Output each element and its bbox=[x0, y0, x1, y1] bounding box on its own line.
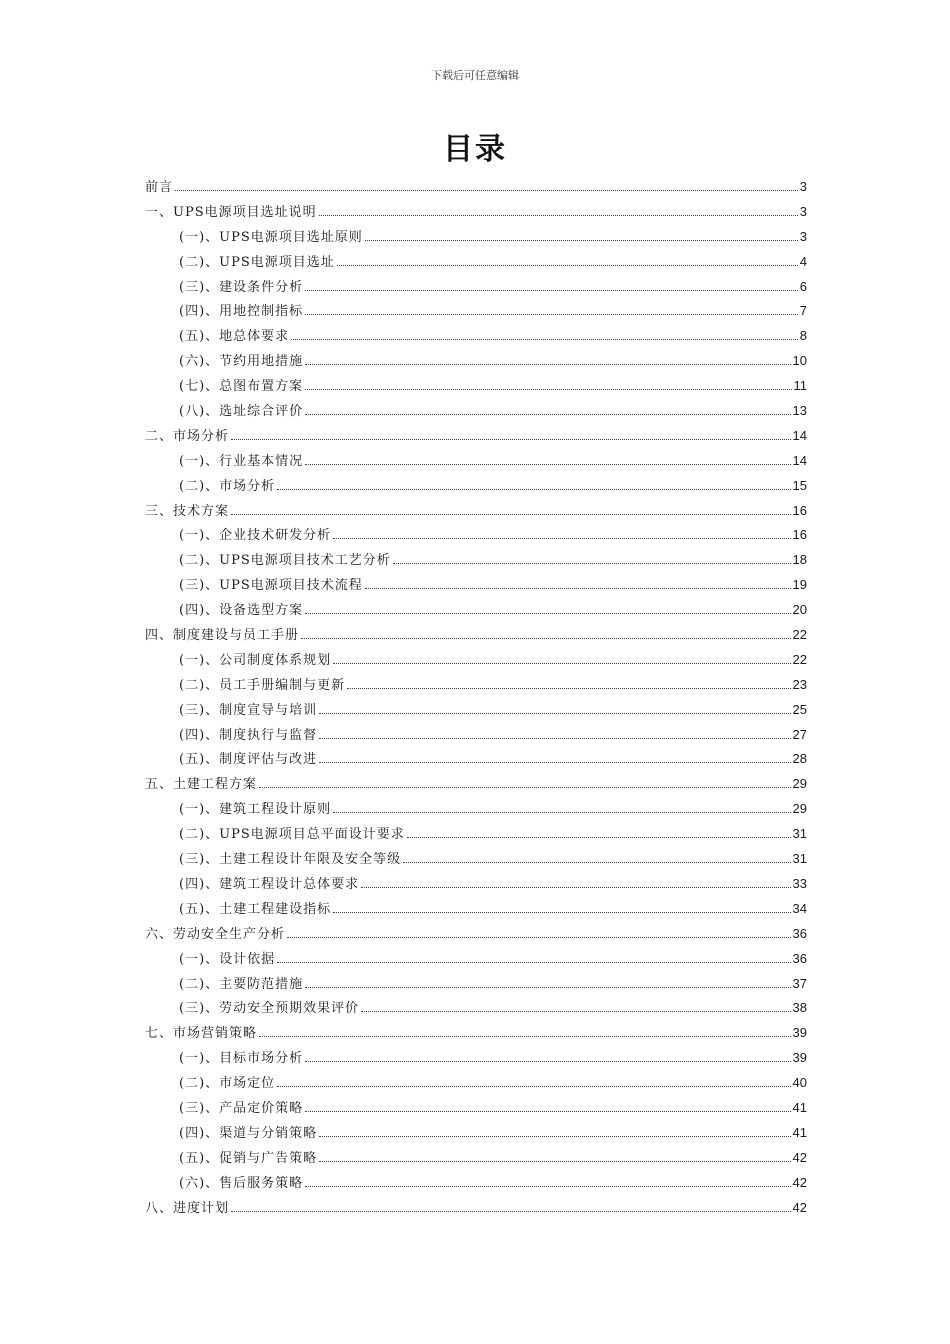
toc-dot-leader bbox=[333, 662, 790, 664]
toc-entry-page-number: 41 bbox=[792, 1124, 807, 1140]
toc-entry[interactable] bbox=[145, 374, 807, 399]
toc-entry-label: (二)、主要防范措施 bbox=[179, 976, 304, 992]
toc-entry-page-number: 23 bbox=[792, 676, 807, 692]
toc-entry-page-number: 41 bbox=[792, 1099, 807, 1115]
toc-dot-leader bbox=[277, 488, 790, 490]
toc-entry-label: (五)、促销与广告策略 bbox=[179, 1150, 318, 1166]
toc-entry[interactable] bbox=[145, 250, 807, 275]
toc-entry[interactable] bbox=[145, 598, 807, 623]
toc-entry-page-number: 38 bbox=[792, 1000, 807, 1016]
toc-dot-leader bbox=[347, 687, 790, 689]
toc-dot-leader bbox=[305, 313, 798, 315]
toc-dot-leader bbox=[305, 388, 791, 390]
toc-entry[interactable] bbox=[145, 1196, 807, 1221]
toc-dot-leader bbox=[319, 214, 798, 216]
toc-entry-label: (二)、员工手册编制与更新 bbox=[179, 677, 346, 693]
toc-dot-leader bbox=[361, 1010, 790, 1012]
toc-entry[interactable] bbox=[145, 922, 807, 947]
toc-entry-label: (三)、建设条件分析 bbox=[179, 279, 304, 295]
toc-entry-label: (一)、行业基本情况 bbox=[179, 453, 304, 469]
toc-entry[interactable] bbox=[145, 847, 807, 872]
toc-dot-leader bbox=[305, 986, 790, 988]
toc-entry[interactable] bbox=[145, 424, 807, 449]
toc-entry-page-number: 36 bbox=[792, 950, 807, 966]
toc-dot-leader bbox=[305, 413, 790, 415]
toc-entry-page-number: 4 bbox=[799, 253, 807, 269]
page-header-note: 下载后可任意编辑 bbox=[431, 69, 519, 82]
toc-entry-label: (三)、劳动安全预期效果评价 bbox=[179, 1001, 360, 1017]
toc-entry-label: (二)、UPS电源项目总平面设计要求 bbox=[179, 827, 405, 843]
toc-entry-label: (六)、节约用地措施 bbox=[179, 354, 304, 370]
toc-dot-leader bbox=[337, 264, 798, 266]
toc-entry-page-number: 29 bbox=[792, 801, 807, 817]
toc-entry-page-number: 11 bbox=[793, 378, 807, 394]
toc-entry[interactable] bbox=[145, 399, 807, 424]
table-of-contents bbox=[145, 175, 807, 1220]
toc-entry[interactable] bbox=[145, 947, 807, 972]
toc-entry-page-number: 29 bbox=[792, 776, 807, 792]
toc-dot-leader bbox=[301, 637, 791, 639]
toc-entry[interactable] bbox=[145, 1171, 807, 1196]
toc-entry-page-number: 15 bbox=[792, 477, 807, 493]
toc-entry[interactable] bbox=[145, 972, 807, 997]
toc-entry-page-number: 36 bbox=[792, 925, 807, 941]
toc-entry[interactable] bbox=[145, 872, 807, 897]
toc-dot-leader bbox=[319, 737, 790, 739]
toc-dot-leader bbox=[305, 612, 790, 614]
toc-entry[interactable] bbox=[145, 175, 807, 200]
toc-entry-page-number: 14 bbox=[792, 452, 807, 468]
toc-entry-label: 四、制度建设与员工手册 bbox=[145, 628, 300, 644]
toc-entry[interactable] bbox=[145, 548, 807, 573]
toc-entry-label: (二)、市场分析 bbox=[179, 478, 276, 494]
toc-entry-label: (五)、土建工程建设指标 bbox=[179, 901, 332, 917]
toc-dot-leader bbox=[319, 761, 790, 763]
toc-entry[interactable] bbox=[145, 225, 807, 250]
toc-title: 目录 bbox=[443, 132, 507, 167]
toc-dot-leader bbox=[291, 338, 798, 340]
toc-entry-label: (二)、市场定位 bbox=[179, 1076, 276, 1092]
toc-entry[interactable] bbox=[145, 822, 807, 847]
toc-entry[interactable] bbox=[145, 275, 807, 300]
toc-entry-label: (三)、土建工程设计年限及安全等级 bbox=[179, 852, 402, 868]
toc-dot-leader bbox=[231, 513, 791, 515]
toc-dot-leader bbox=[259, 1035, 791, 1037]
toc-entry-label: (四)、建筑工程设计总体要求 bbox=[179, 876, 360, 892]
toc-entry-label: (五)、地总体要求 bbox=[179, 329, 290, 345]
toc-entry-page-number: 42 bbox=[792, 1149, 807, 1165]
toc-entry-label: (一)、UPS电源项目选址原则 bbox=[179, 229, 363, 245]
toc-entry-page-number: 16 bbox=[792, 527, 807, 543]
toc-entry-page-number: 7 bbox=[799, 303, 807, 319]
toc-dot-leader bbox=[305, 1185, 790, 1187]
toc-entry-page-number: 8 bbox=[799, 328, 807, 344]
toc-entry-page-number: 42 bbox=[792, 1199, 807, 1215]
toc-entry-label: 七、市场营销策略 bbox=[145, 1026, 258, 1042]
toc-dot-leader bbox=[305, 363, 790, 365]
toc-entry[interactable] bbox=[145, 1146, 807, 1171]
toc-entry-page-number: 20 bbox=[792, 602, 807, 618]
toc-entry-page-number: 33 bbox=[792, 875, 807, 891]
toc-dot-leader bbox=[277, 961, 790, 963]
toc-entry-label: (一)、企业技术研发分析 bbox=[179, 528, 332, 544]
toc-entry-label: 五、土建工程方案 bbox=[145, 777, 258, 793]
toc-entry[interactable] bbox=[145, 673, 807, 698]
toc-dot-leader bbox=[333, 911, 790, 913]
toc-dot-leader bbox=[333, 537, 790, 539]
toc-entry-label: 二、市场分析 bbox=[145, 428, 230, 444]
toc-entry[interactable] bbox=[145, 797, 807, 822]
toc-entry-page-number: 18 bbox=[792, 552, 807, 568]
toc-dot-leader bbox=[319, 1135, 790, 1137]
toc-entry-page-number: 39 bbox=[792, 1025, 807, 1041]
toc-entry-label: (四)、制度执行与监督 bbox=[179, 727, 318, 743]
toc-dot-leader bbox=[305, 1060, 790, 1062]
toc-dot-leader bbox=[333, 811, 790, 813]
toc-entry[interactable] bbox=[145, 349, 807, 374]
toc-dot-leader bbox=[319, 1160, 790, 1162]
toc-entry[interactable] bbox=[145, 449, 807, 474]
toc-entry-page-number: 40 bbox=[792, 1075, 807, 1091]
toc-entry-page-number: 13 bbox=[792, 403, 807, 419]
toc-entry-page-number: 42 bbox=[792, 1174, 807, 1190]
toc-entry-page-number: 16 bbox=[792, 502, 807, 518]
toc-dot-leader bbox=[305, 1110, 790, 1112]
toc-entry[interactable] bbox=[145, 623, 807, 648]
toc-entry-page-number: 28 bbox=[792, 751, 807, 767]
toc-entry-label: (一)、建筑工程设计原则 bbox=[179, 802, 332, 818]
toc-entry[interactable] bbox=[145, 200, 807, 225]
toc-dot-leader bbox=[175, 189, 798, 191]
toc-entry-page-number: 3 bbox=[799, 228, 807, 244]
toc-entry-label: 六、劳动安全生产分析 bbox=[145, 926, 286, 942]
toc-entry-label: (六)、售后服务策略 bbox=[179, 1175, 304, 1191]
toc-dot-leader bbox=[361, 886, 790, 888]
toc-entry-label: (三)、制度宣导与培训 bbox=[179, 702, 318, 718]
toc-entry[interactable] bbox=[145, 474, 807, 499]
toc-dot-leader bbox=[287, 936, 791, 938]
toc-entry-label: (一)、设计依据 bbox=[179, 951, 276, 967]
toc-entry-page-number: 14 bbox=[792, 427, 807, 443]
toc-entry[interactable] bbox=[145, 723, 807, 748]
toc-entry[interactable] bbox=[145, 897, 807, 922]
toc-entry-page-number: 37 bbox=[792, 975, 807, 991]
toc-entry-label: (二)、UPS电源项目技术工艺分析 bbox=[179, 553, 391, 569]
toc-entry[interactable] bbox=[145, 299, 807, 324]
toc-entry-label: 一、UPS电源项目选址说明 bbox=[145, 204, 317, 220]
toc-entry-page-number: 22 bbox=[792, 651, 807, 667]
toc-dot-leader bbox=[407, 836, 791, 838]
toc-dot-leader bbox=[231, 1210, 791, 1212]
toc-entry[interactable] bbox=[145, 1071, 807, 1096]
toc-entry[interactable] bbox=[145, 499, 807, 524]
toc-entry-page-number: 10 bbox=[792, 353, 807, 369]
toc-entry-label: (一)、公司制度体系规划 bbox=[179, 652, 332, 668]
toc-dot-leader bbox=[365, 587, 791, 589]
toc-dot-leader bbox=[231, 438, 791, 440]
toc-entry-label: (二)、UPS电源项目选址 bbox=[179, 254, 335, 270]
toc-entry[interactable] bbox=[145, 1021, 807, 1046]
toc-entry-page-number: 19 bbox=[792, 577, 807, 593]
toc-entry-label: (一)、目标市场分析 bbox=[179, 1051, 304, 1067]
toc-entry-label: (四)、用地控制指标 bbox=[179, 304, 304, 320]
toc-dot-leader bbox=[277, 1085, 790, 1087]
toc-entry-label: (八)、选址综合评价 bbox=[179, 404, 304, 420]
toc-entry-page-number: 3 bbox=[799, 179, 807, 194]
toc-entry-page-number: 34 bbox=[792, 900, 807, 916]
toc-entry[interactable] bbox=[145, 573, 807, 598]
toc-dot-leader bbox=[305, 463, 790, 465]
toc-entry[interactable] bbox=[145, 747, 807, 772]
toc-entry[interactable] bbox=[145, 1046, 807, 1071]
toc-entry[interactable] bbox=[145, 698, 807, 723]
toc-entry-page-number: 31 bbox=[792, 826, 807, 842]
toc-entry-page-number: 25 bbox=[792, 701, 807, 717]
toc-entry[interactable] bbox=[145, 648, 807, 673]
toc-dot-leader bbox=[365, 239, 798, 241]
toc-entry[interactable] bbox=[145, 772, 807, 797]
toc-entry-label: (四)、渠道与分销策略 bbox=[179, 1125, 318, 1141]
toc-dot-leader bbox=[403, 861, 790, 863]
toc-entry[interactable] bbox=[145, 1121, 807, 1146]
toc-entry-page-number: 31 bbox=[792, 851, 807, 867]
toc-dot-leader bbox=[393, 562, 791, 564]
toc-entry[interactable] bbox=[145, 523, 807, 548]
toc-entry-label: 三、技术方案 bbox=[145, 503, 230, 519]
toc-entry-label: (四)、设备选型方案 bbox=[179, 603, 304, 619]
toc-entry-label: (三)、UPS电源项目技术流程 bbox=[179, 578, 363, 594]
toc-entry-page-number: 6 bbox=[799, 278, 807, 294]
toc-entry[interactable] bbox=[145, 324, 807, 349]
toc-entry-page-number: 22 bbox=[792, 627, 807, 643]
toc-entry-page-number: 27 bbox=[792, 726, 807, 742]
toc-entry[interactable] bbox=[145, 996, 807, 1021]
toc-entry-label: 八、进度计划 bbox=[145, 1200, 230, 1216]
toc-dot-leader bbox=[259, 786, 791, 788]
toc-entry-label: (三)、产品定价策略 bbox=[179, 1100, 304, 1116]
toc-entry-label: (七)、总图布置方案 bbox=[179, 379, 304, 395]
toc-entry-page-number: 39 bbox=[792, 1050, 807, 1066]
toc-dot-leader bbox=[305, 289, 798, 291]
toc-entry[interactable] bbox=[145, 1096, 807, 1121]
toc-entry-page-number: 3 bbox=[799, 203, 807, 219]
toc-dot-leader bbox=[319, 712, 790, 714]
toc-entry-label: 前言 bbox=[145, 180, 174, 195]
toc-entry-label: (五)、制度评估与改进 bbox=[179, 752, 318, 768]
